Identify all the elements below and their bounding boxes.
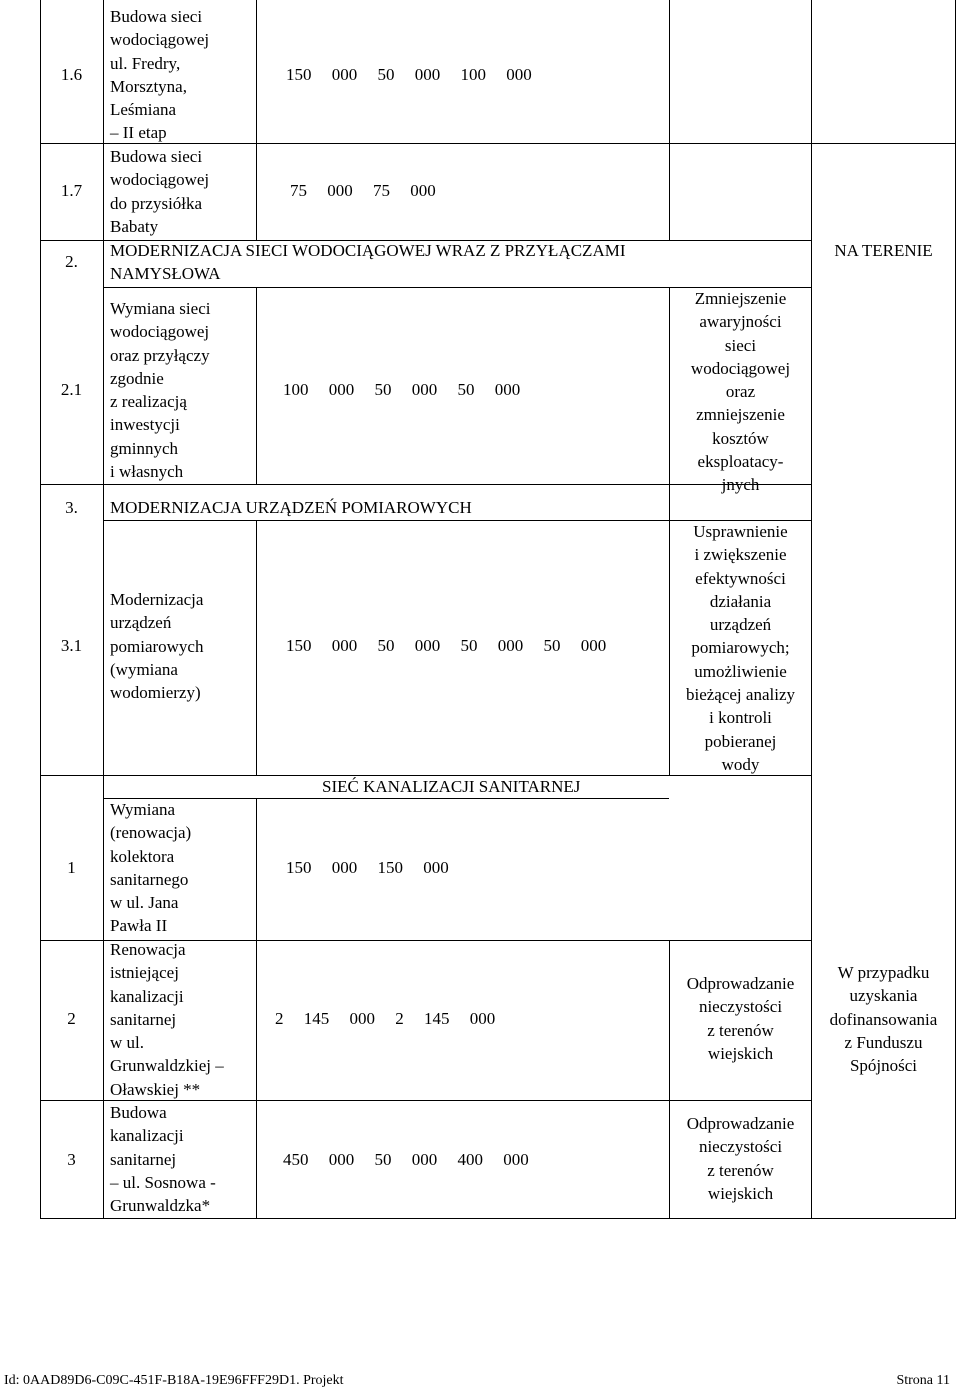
expected-effect: Odprowadzanie nieczystości z terenów wiejskich [686, 1114, 795, 1203]
page-number: Strona 11 [896, 1373, 950, 1388]
expected-effect: Zmniejszenie awaryjności sieci wodociągowej oraz zmniejszenie kosztów eksploatacy- jnych [690, 289, 791, 495]
row-number: 2.1 [60, 380, 83, 399]
section-number: 2. [65, 252, 78, 271]
task-description: Modernizacja urządzeń pomiarowych (wymiana wodomierzy) [110, 590, 204, 703]
amount-values: 2 145 000 2 145 000 [275, 1009, 496, 1028]
location-note: NA TERENIE [834, 241, 933, 260]
section-title: SIEĆ KANALIZACJI SANITARNEJ [322, 777, 581, 796]
task-description: Budowa sieci wodociągowej ul. Fredry, Morsztyna, Leśmiana – II etap [110, 7, 210, 143]
funding-condition: W przypadku uzyskania dofinansowania z Funduszu Spójności [829, 963, 938, 1076]
task-description: Budowa kanalizacji sanitarnej – ul. Sosnowa - Grunwaldzka* [110, 1103, 216, 1216]
amount-values: 150 000 50 000 100 000 [286, 65, 532, 84]
document-id: Id: 0AAD89D6-C09C-451F-B18A-19E96FFF29D1. Projekt [4, 1373, 344, 1388]
task-description: Wymiana sieci wodociągowej oraz przyłączy zgodnie z realizacją inwestycji gminnych i własnych [110, 299, 211, 482]
amount-values: 150 000 50 000 50 000 50 000 [286, 636, 607, 655]
task-description: Renowacja istniejącej kanalizacji sanitarnej w ul. Grunwaldzkiej – Oławskiej ** [110, 940, 224, 1099]
row-number: 1.6 [60, 65, 83, 84]
row-number: 1 [67, 858, 76, 877]
row-number: 2 [67, 1009, 76, 1028]
amount-values: 100 000 50 000 50 000 [283, 380, 521, 399]
expected-effect: Odprowadzanie nieczystości z terenów wiejskich [686, 974, 795, 1063]
row-number: 3 [67, 1150, 76, 1169]
amount-values: 450 000 50 000 400 000 [283, 1150, 529, 1169]
section-title: MODERNIZACJA URZĄDZEŃ POMIAROWYCH [110, 498, 472, 517]
section-title: MODERNIZACJA SIECI WODOCIĄGOWEJ WRAZ Z PRZYŁĄCZAMI NAMYSŁOWA [110, 241, 626, 284]
amount-values: 150 000 150 000 [286, 858, 449, 877]
section-number: 3. [65, 498, 78, 517]
expected-effect: Usprawnienie i zwiększenie efektywności działania urządzeń pomiarowych; umożliwienie bieżącej analizy i kontroli pobieranej wody [685, 522, 795, 774]
amount-values: 75 000 75 000 [290, 181, 436, 200]
row-number: 1.7 [60, 181, 83, 200]
task-description: Wymiana (renowacja) kolektora sanitarnego w ul. Jana Pawła II [110, 800, 192, 936]
task-description: Budowa sieci wodociągowej do przysiółka Babaty [110, 147, 210, 236]
row-number: 3.1 [60, 636, 83, 655]
